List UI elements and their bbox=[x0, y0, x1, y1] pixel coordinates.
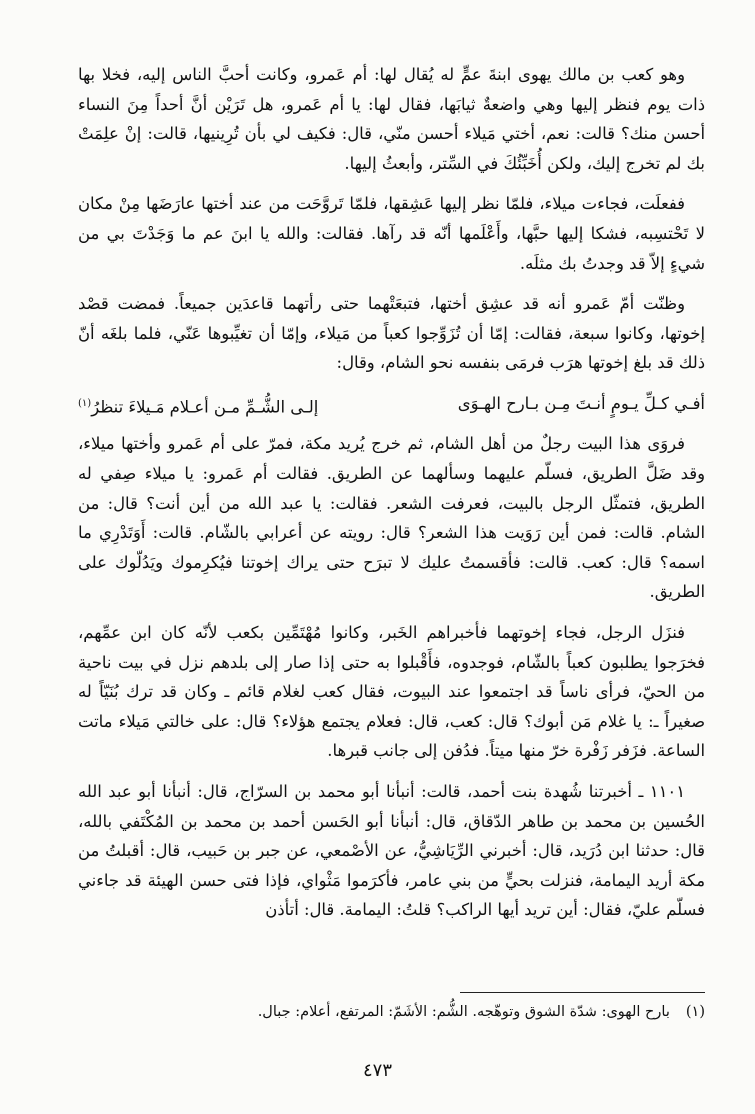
paragraph-1: وهو كعب بن مالك يهوى ابنةَ عمٍّ له يُقال لها: أم عَمرو، وكانت أحبَّ الناس إليه، فخلا بها ذات يوم فنظر إليها وهي واضعةٌ ثيابَها، فقال لها: يا أم عَمرو، هل تَرَيْن أنَّ أحداً مِنَ النساء أحسن منك؟ قالت: نعم، أختي مَيلاء أحسن منّي، قال: فكيف لي بأن تُرِينيها، قالت: إنْ علِمَتْ بك لم تخرج إليك، ولكن أُخَبِّئُكَ في السِّتر، وأبعثُ إليها. bbox=[78, 65, 705, 173]
paragraph-6: ١١٠١ ـ أخبرتنا شُهدة بنت أحمد، قالت: أنبأنا أبو محمد بن السرّاج، قال: أنبأنا أبو عبد الله الحُسين بن محمد بن طاهر الدّقاق، قال: أنبأنا أبو الحَسن أحمد بن محمد بن المُكْتَفي بالله، قال: حدثنا ابن دُرَيد، قال: أخبرني الرِّيَاشِيُّ، عن الأصْمعي، عن جبر بن حَبيب، قال: أقبلتُ من مكة أريد اليمامة، فنزلت بحيٍّ من بني عامر، فأكرَموا مَثْواي، فإذا فتى حسن الهيئة قد جاءني فسلّم عليّ، فقال: أين تريد أيها الراكب؟ قلتُ: اليمامة. قال: أتأذن bbox=[78, 781, 705, 920]
main-text bbox=[78, 60, 705, 936]
paragraph-5: فنزَل الرجل، فجاء إخوتهما فأخبراهم الخَبر، وكانوا مُهْتَمِّين بكعب لأنّه كان ابن عمِّهم، فخرَجوا يطلبون كعباً بالشّام، فوجدوه، فأَقْبلوا به حتى إذا صار إلى بلدهم نزل في بيت ناحية من الحيّ، فرأى ناساً قد اجتمعوا عند البيوت، فقال كعب لغلام قائم ـ وكان قد ترك بُنَيّاً له صغيراً ـ: يا غلام مَن أبوك؟ قال: كعب، قال: فعلام يجتمع هؤلاء؟ قال: على خالتي مَيلاء ماتت الساعة. فزَفر زَفْرة خرّ منها ميتاً. فدُفن إلى جانب قبرها. bbox=[78, 622, 705, 761]
paragraph-3: وظنّت أمّ عَمرو أنه قد عشِق أختها، فتبعَتْهما حتى رأتهما قاعدَين جميعاً. فمضت قصْد إخوتها، وكانوا سبعة، فقالت: إمّا أن تُزَوِّجوا كعباً من مَيلاء، وإمّا أن تغيِّبوها عَنّي، فلما بلغَه أنّ ذلك قد بلغ إخوتها هرَب فرمَى بنفسه نحو الشام، وقال: bbox=[78, 294, 705, 373]
poem-hemistich-2-wrap bbox=[78, 389, 318, 421]
footnote bbox=[78, 1000, 705, 1024]
footnote-text: بارح الهوى: شدّة الشوق وتوهّجه. الشُّم: الأشَمّ: المرتفع، أعلام: جبال. bbox=[257, 1004, 670, 1020]
paragraph-4: فروَى هذا البيت رجلٌ من أهل الشام، ثم خرج يُريد مكة، فمرّ على أم عَمرو وأختها ميلاء، وقد ضَلَّ الطريق، فسلّم عليهما وسألهما عن الطريق. فقالت أم عَمرو: يا ميلاء صِفي له الطريق، فتمثّل الرجل بالبيت، فعرفت الشعر. فقالت: يا عبد الله من أين أنت؟ قال: من الشام. قالت: فمن أين رَوَيت هذا الشعر؟ قال: رويته عن أعرابي بالشّام. قالت: أَوَتَدْرِي ما اسمه؟ قال: كعب. قالت: فأقسمتُ عليك لا تبرَح حتى يراك إخوتنا فيُكرِموك ويَدُلّوك على الطريق. bbox=[78, 434, 705, 602]
poem-verse bbox=[78, 389, 705, 421]
page-number: ٤٧٣ bbox=[362, 1060, 392, 1081]
paragraph-2: ففعلَت، فجاءت ميلاء، فلمّا نظر إليها عَشِقها، فلمّا تَروَّحَت من عند أختها عارَضَها مِنْ مكان لا تَحْتسِبه، فشكا إليها حبَّها، وأَعْلَمها أنّه قد رآها. فقالت: والله يا ابنَ عم ما وَجَدْتَ بي من شيءٍ إلاّ قد وجدتُ بك مثلَه. bbox=[78, 194, 705, 273]
poem-hemistich-2: إلـى الشُّـمِّ مـن أعـلام مَـيلاءَ تنظرُ bbox=[91, 397, 319, 417]
footnote-reference[interactable]: (١) bbox=[78, 397, 92, 409]
footnote-number: (١) bbox=[685, 1004, 705, 1020]
poem-hemistich-1: أفـي كـلِّ يـومٍ أنـتَ مِـن بـارح الهـوَى bbox=[457, 393, 705, 413]
footnote-divider bbox=[460, 992, 705, 993]
